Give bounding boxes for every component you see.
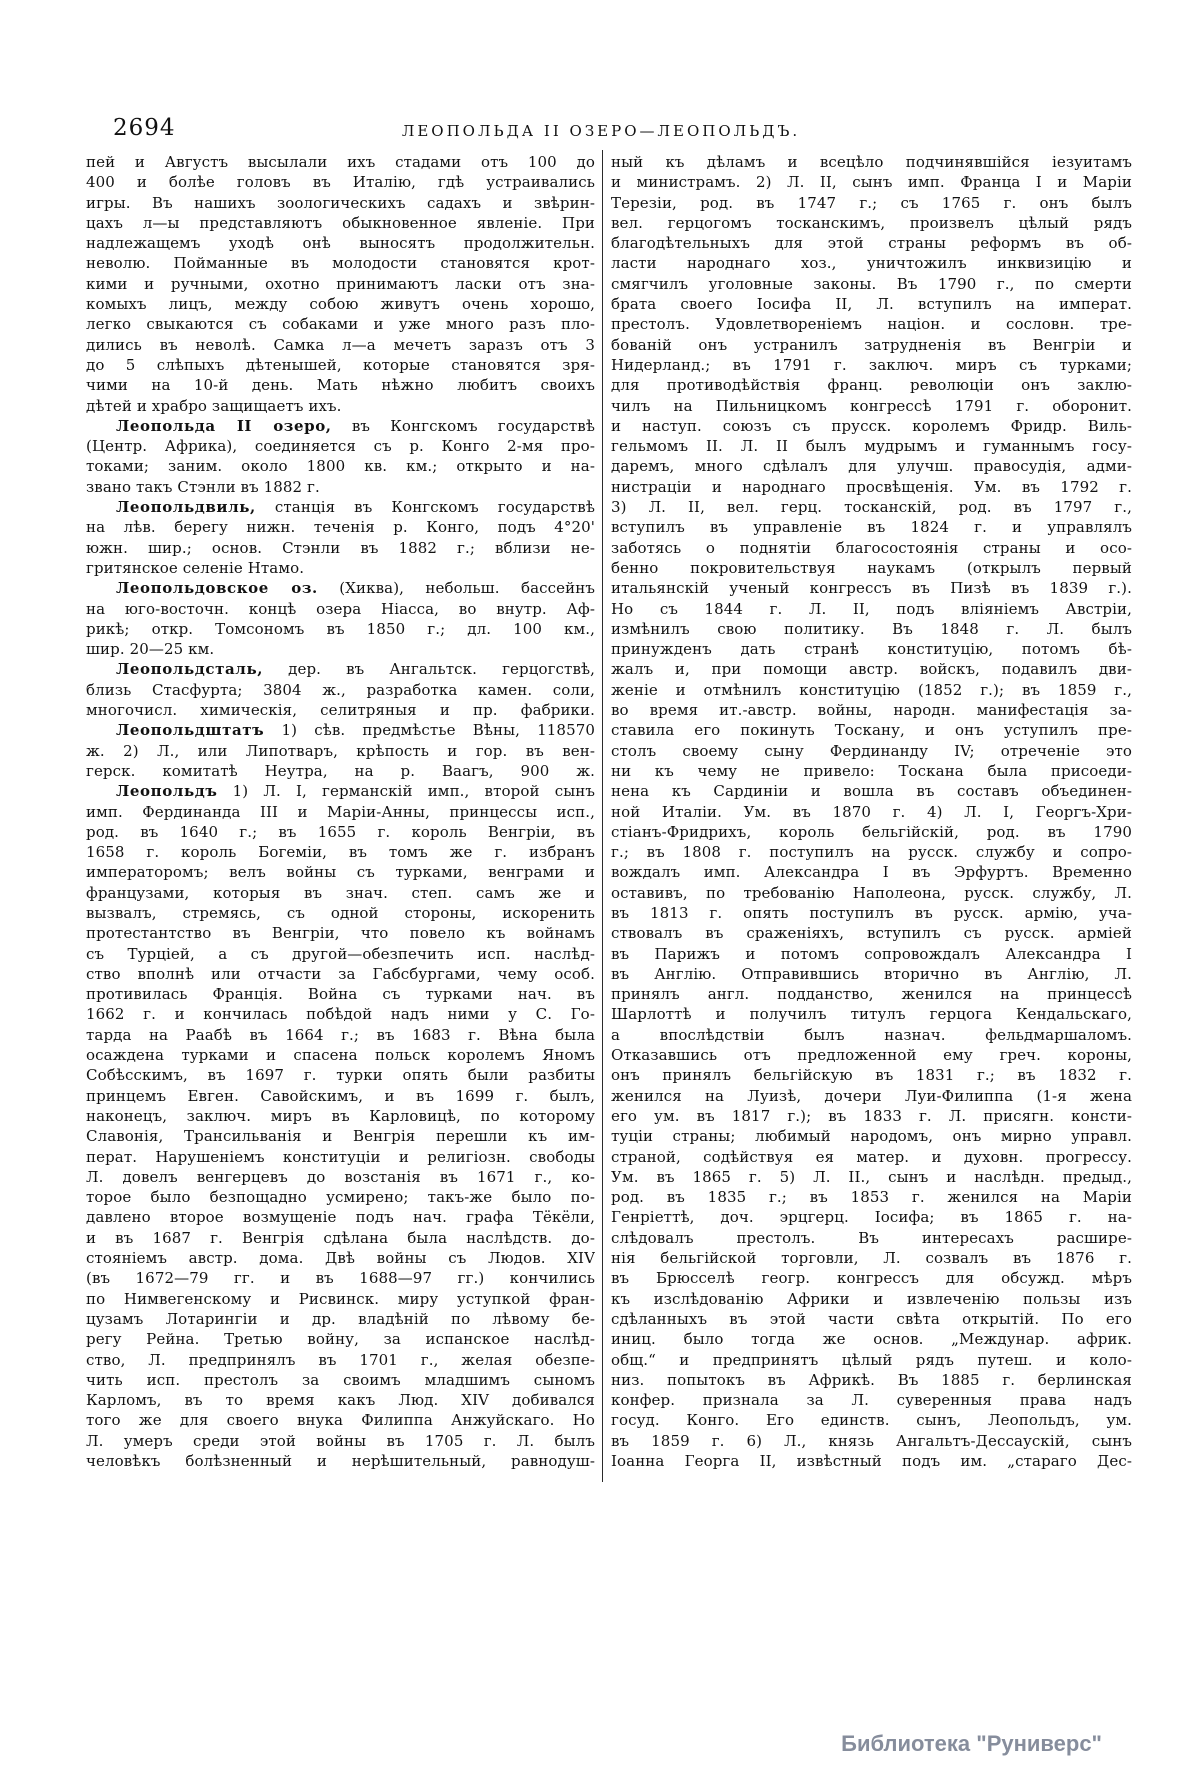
text-line: Леопольдштатъ 1) сѣв. предмѣстье Вѣны, 118570 xyxy=(116,721,595,740)
text-line: Л. довелъ венгерцевъ до возстанія въ 1671 г., ко- xyxy=(86,1167,595,1186)
text-line: игры. Въ нашихъ зоологическихъ садахъ и звѣрин- xyxy=(86,193,595,212)
text-line: кими и ручными, охотно принимаютъ ласки отъ зна- xyxy=(86,274,595,293)
text-line: Леопольдвиль, станція въ Конгскомъ государствѣ xyxy=(116,498,595,517)
text-line: Славонія, Трансильванія и Венгрія перешли къ им- xyxy=(86,1127,595,1146)
text-line: пей и Августъ высылали ихъ стадами отъ 100 до xyxy=(86,153,595,171)
entry-headword: Леопольда II озеро, xyxy=(116,416,332,435)
text-column-left xyxy=(86,152,595,1471)
column-divider-rule xyxy=(602,150,603,1482)
text-line: итальянскій ученый конгрессъ въ Пизѣ въ 1839 г.). xyxy=(611,579,1132,598)
text-line: наконецъ, заключ. миръ въ Карловицѣ, по которому xyxy=(86,1106,595,1125)
text-line: французами, которыя въ знач. степ. самъ же и xyxy=(86,883,595,902)
entry-headword: Леопольдовское оз. xyxy=(116,579,318,598)
page-number: 2694 xyxy=(113,115,176,141)
text-line: человѣкъ болѣзненный и нерѣшительный, равнодуш- xyxy=(86,1452,595,1470)
text-line: Нидерланд.; въ 1791 г. заключ. миръ съ турками; xyxy=(611,355,1132,374)
text-line: брата своего Іосифа II, Л. вступилъ на императ. xyxy=(611,295,1132,314)
text-column-right xyxy=(611,152,1132,1471)
text-line: рикѣ; откр. Томсономъ въ 1850 г.; дл. 100 км., xyxy=(86,619,595,638)
library-watermark: Библиотека "Руниверс" xyxy=(841,1731,1102,1756)
text-line: и министрамъ. 2) Л. II, сынъ имп. Франца I и Маріи xyxy=(611,173,1132,192)
text-line: онъ принялъ бельгійскую въ 1831 г.; въ 1832 г. xyxy=(611,1066,1132,1085)
text-line: г.; въ 1808 г. поступилъ на русск. службу и сопро- xyxy=(611,843,1132,862)
text-line: Терезіи, род. въ 1747 г.; съ 1765 г. онъ былъ xyxy=(611,193,1132,212)
text-line: стояніемъ австр. дома. Двѣ войны съ Людов. XIV xyxy=(86,1249,595,1268)
text-line: по Нимвегенскому и Рисвинск. миру уступкой фран- xyxy=(86,1289,595,1308)
text-line: противилась Франція. Война съ турками нач. въ xyxy=(86,985,595,1004)
text-line: нена къ Сардиніи и вошла въ составъ объединен- xyxy=(611,782,1132,801)
text-line: нія бельгійской торговли, Л. созвалъ въ 1876 г. xyxy=(611,1249,1132,1268)
text-line: дились въ неволѣ. Самка л—а мечетъ заразъ отъ 3 xyxy=(86,335,595,354)
text-line: чить исп. престолъ за своимъ младшимъ сыномъ xyxy=(86,1370,595,1389)
text-line: столъ своему сыну Фердинанду IV; отреченіе это xyxy=(611,741,1132,760)
text-line: вызвалъ, стремясь, съ одной стороны, искоренить xyxy=(86,903,595,922)
text-line: заботясь о поднятіи благосостоянія страны и осо- xyxy=(611,538,1132,557)
text-line: съ Турціей, а съ другой—обезпечить исп. наслѣд- xyxy=(86,944,595,963)
text-line: даремъ, много сдѣлалъ для улучш. правосудія, адми- xyxy=(611,457,1132,476)
text-line: Отказавшись отъ предложенной ему греч. короны, xyxy=(611,1046,1132,1065)
text-line: до 5 слѣпыхъ дѣтенышей, которые становятся зря- xyxy=(86,355,595,374)
entry-headword: Леопольдсталь, xyxy=(116,660,264,679)
text-line: смягчилъ уголовные законы. Въ 1790 г., по смерти xyxy=(611,274,1132,293)
text-line: ствовалъ въ сраженіяхъ, вступилъ съ русск. арміей xyxy=(611,924,1132,943)
text-line: Леопольда II озеро, въ Конгскомъ государствѣ xyxy=(116,416,595,435)
text-line: Карломъ, въ то время какъ Люд. XIV добивался xyxy=(86,1391,595,1410)
text-line: комыхъ лицъ, между собою живутъ очень хорошо, xyxy=(86,295,595,314)
text-line: тарда на Раабѣ въ 1664 г.; въ 1683 г. Вѣна была xyxy=(86,1025,595,1044)
text-line: герск. комитатѣ Неутра, на р. Ваагъ, 900 ж. xyxy=(86,761,595,780)
text-line: чими на 10-й день. Мать нѣжно любитъ своихъ xyxy=(86,376,595,395)
text-line: того же для своего внука Филиппа Анжуйскаго. Но xyxy=(86,1411,595,1430)
text-line: Ум. въ 1865 г. 5) Л. II., сынъ и наслѣдн. предыд., xyxy=(611,1167,1132,1186)
text-line: принцемъ Евген. Савойскимъ, и въ 1699 г. былъ, xyxy=(86,1086,595,1105)
text-line: токами; заним. около 1800 кв. км.; открыто и на- xyxy=(86,457,595,476)
text-line: туціи страны; любимый народомъ, онъ мирно управл. xyxy=(611,1127,1132,1146)
text-line: 400 и болѣе головъ въ Италію, гдѣ устраивались xyxy=(86,173,595,192)
text-line: ставила его покинуть Тоскану, и онъ уступилъ пре- xyxy=(611,721,1132,740)
text-line: ж. 2) Л., или Липотваръ, крѣпость и гор. въ вен- xyxy=(86,741,595,760)
text-line: перат. Нарушеніемъ конституціи и религіозн. свободы xyxy=(86,1147,595,1166)
text-line: конфер. признала за Л. суверенныя права надъ xyxy=(611,1391,1132,1410)
text-line: его ум. въ 1817 г.); въ 1833 г. Л. присягн. консти- xyxy=(611,1106,1132,1125)
text-line: (въ 1672—79 гг. и въ 1688—97 гг.) кончились xyxy=(86,1269,595,1288)
text-line: неволю. Пойманные въ молодости становятся крот- xyxy=(86,254,595,273)
text-line: стіанъ-Фридрихъ, король бельгійскій, род. въ 1790 xyxy=(611,822,1132,841)
text-line: Леопольдъ 1) Л. I, германскій имп., второй сынъ xyxy=(116,782,595,801)
entry-headword: Леопольдвиль, xyxy=(116,498,256,517)
text-line: во время ит.-австр. войны, народн. манифестація за- xyxy=(611,701,1132,720)
text-line: въ 1859 г. 6) Л., князь Ангальтъ-Дессаускій, сынъ xyxy=(611,1431,1132,1450)
text-line: многочисл. химическія, селитряныя и пр. фабрики. xyxy=(86,701,595,720)
text-line: принялъ англ. подданство, женился на принцессѣ xyxy=(611,985,1132,1004)
text-line: звано такъ Стэнли въ 1882 г. xyxy=(86,477,320,496)
text-line: ство, Л. предпринялъ въ 1701 г., желая обезпе- xyxy=(86,1350,595,1369)
text-line: шир. 20—25 км. xyxy=(86,640,215,659)
text-line: оставивъ, по требованію Наполеона, русск. службу, Л. xyxy=(611,883,1132,902)
text-line: для противодѣйствія франц. революціи онъ заклю- xyxy=(611,376,1132,395)
text-line: бенно покровительствуя наукамъ (открылъ первый xyxy=(611,558,1132,577)
text-line: торое было безпощадно усмирено; такъ-же было по- xyxy=(86,1188,595,1207)
text-line: дѣтей и храбро защищаетъ ихъ. xyxy=(86,396,342,415)
text-line: Генріеттѣ, доч. эрцгерц. Іосифа; въ 1865 г. на- xyxy=(611,1208,1132,1227)
text-line: ни къ чему не привело: Тоскана была присоеди- xyxy=(611,761,1132,780)
text-line: ный къ дѣламъ и всецѣло подчинявшійся іезуитамъ xyxy=(611,153,1132,171)
text-line: и въ 1687 г. Венгрія сдѣлана была наслѣдств. до- xyxy=(86,1228,595,1247)
text-line: протестантство въ Венгріи, что повело къ войнамъ xyxy=(86,924,595,943)
text-line: регу Рейна. Третью войну, за испанское наслѣд- xyxy=(86,1330,595,1349)
text-line: цузамъ Лотарингіи и др. владѣній по лѣвому бе- xyxy=(86,1309,595,1328)
text-line: Шарлоттѣ и получилъ титулъ герцога Кендальскаго, xyxy=(611,1005,1132,1024)
text-line: 1662 г. и кончилась побѣдой надъ ними у С. Го- xyxy=(86,1005,595,1024)
text-line: вел. герцогомъ тосканскимъ, произвелъ цѣлый рядъ xyxy=(611,213,1132,232)
text-line: гельмомъ II. Л. II былъ мудрымъ и гуманнымъ госу- xyxy=(611,437,1132,456)
text-line: близь Стасфурта; 3804 ж., разработка камен. соли, xyxy=(86,680,595,699)
entry-headword: Леопольдъ xyxy=(116,782,218,801)
text-line: южн. шир.; основ. Стэнли въ 1882 г.; вблизи не- xyxy=(86,538,595,557)
text-line: страной, содѣйствуя ея матер. и духовн. прогрессу. xyxy=(611,1147,1132,1166)
text-line: 1658 г. король Богеміи, въ томъ же г. избранъ xyxy=(86,843,595,862)
text-line: слѣдовалъ престолъ. Въ интересахъ расшире- xyxy=(611,1228,1132,1247)
text-line: осаждена турками и спасена польск королемъ Яномъ xyxy=(86,1046,595,1065)
text-line: въ Брюсселѣ геогр. конгрессъ для обсужд. мѣръ xyxy=(611,1269,1132,1288)
text-line: престолъ. Удовлетвореніемъ націон. и сословн. тре- xyxy=(611,315,1132,334)
text-line: женіе и отмѣнилъ конституцію (1852 г.); въ 1859 г., xyxy=(611,680,1132,699)
text-line: въ Парижъ и потомъ сопровождалъ Александра I xyxy=(611,944,1132,963)
text-line: Іоанна Георга II, извѣстный подъ им. „стараго Дес- xyxy=(611,1452,1132,1470)
text-line: принужденъ дать странѣ конституцію, потомъ бѣ- xyxy=(611,640,1132,659)
text-line: ласти народнаго хоз., уничтожилъ инквизицію и xyxy=(611,254,1132,273)
text-line: род. въ 1640 г.; въ 1655 г. король Венгріи, въ xyxy=(86,822,595,841)
text-line: Леопольдсталь, дер. въ Ангальтск. герцогствѣ, xyxy=(116,660,595,679)
text-line: и наступ. союзъ съ прусск. королемъ Фридр. Виль- xyxy=(611,416,1132,435)
running-title: ЛЕОПОЛЬДА II ОЗЕРО—ЛЕОПОЛЬДЪ. xyxy=(401,122,801,140)
entry-headword: Леопольдштатъ xyxy=(116,721,265,740)
text-line: Л. умеръ среди этой войны въ 1705 г. Л. былъ xyxy=(86,1431,595,1450)
text-line: въ 1813 г. опять поступилъ въ русск. армію, уча- xyxy=(611,903,1132,922)
text-line: (Центр. Африка), соединяется съ р. Конго 2-мя про- xyxy=(86,437,595,456)
text-line: сдѣланныхъ въ этой части свѣта открытій. По его xyxy=(611,1309,1132,1328)
text-line: Но съ 1844 г. Л. II, подъ вліяніемъ Австріи, xyxy=(611,599,1132,618)
text-line: вождалъ имп. Александра I въ Эрфуртъ. Временно xyxy=(611,863,1132,882)
text-line: жалъ и, при помощи австр. войскъ, подавилъ дви- xyxy=(611,660,1132,679)
text-line: чилъ на Пильницкомъ конгрессѣ 1791 г. оборонит. xyxy=(611,396,1132,415)
text-line: низ. попытокъ въ Африкѣ. Въ 1885 г. берлинская xyxy=(611,1370,1132,1389)
text-line: имп. Фердинанда III и Маріи-Анны, принцессы исп., xyxy=(86,802,595,821)
text-line: императоромъ; велъ войны съ турками, венграми и xyxy=(86,863,595,882)
text-line: Собѣсскимъ, въ 1697 г. турки опять были разбиты xyxy=(86,1066,595,1085)
text-line: а впослѣдствіи былъ назнач. фельдмаршаломъ. xyxy=(611,1025,1132,1044)
text-line: благодѣтельныхъ для этой страны реформъ въ об- xyxy=(611,234,1132,253)
text-line: надлежащемъ уходѣ онѣ выносятъ продолжительн. xyxy=(86,234,595,253)
text-line: вступилъ въ управленіе въ 1824 г. и управлялъ xyxy=(611,518,1132,537)
text-line: нистраціи и народнаго просвѣщенія. Ум. въ 1792 г. xyxy=(611,477,1132,496)
text-line: Леопольдовское оз. (Хиква), небольш. бассейнъ xyxy=(116,579,595,598)
text-line: давлено второе возмущеніе подъ нач. графа Тёкёли, xyxy=(86,1208,595,1227)
text-line: ство вполнѣ или отчасти за Габсбургами, чему особ. xyxy=(86,964,595,983)
text-line: ной Италіи. Ум. въ 1870 г. 4) Л. I, Георгъ-Хри- xyxy=(611,802,1132,821)
text-line: 3) Л. II, вел. герц. тосканскій, род. въ 1797 г., xyxy=(611,498,1132,517)
text-line: къ изслѣдованію Африки и извлеченію пользы изъ xyxy=(611,1289,1132,1308)
text-line: госуд. Конго. Его единств. сынъ, Леопольдъ, ум. xyxy=(611,1411,1132,1430)
text-line: женился на Луизѣ, дочери Луи-Филиппа (1-я жена xyxy=(611,1086,1132,1105)
text-line: легко свыкаются съ собаками и уже много разъ пло- xyxy=(86,315,595,334)
text-line: гритянское селеніе Нтамо. xyxy=(86,558,305,577)
text-line: род. въ 1835 г.; въ 1853 г. женился на Маріи xyxy=(611,1188,1132,1207)
text-line: на юго-восточн. концѣ озера Ніасса, во внутр. Аф- xyxy=(86,599,595,618)
text-line: измѣнилъ свою политику. Въ 1848 г. Л. былъ xyxy=(611,619,1132,638)
text-line: въ Англію. Отправившись вторично въ Англію, Л. xyxy=(611,964,1132,983)
text-line: на лѣв. берегу нижн. теченія р. Конго, подъ 4°20' xyxy=(86,518,595,537)
text-line: бованій онъ устранилъ затрудненія въ Венгріи и xyxy=(611,335,1132,354)
text-line: иниц. было тогда же основ. „Междунар. африк. xyxy=(611,1330,1132,1349)
text-line: общ.“ и предпринятъ цѣлый рядъ путеш. и коло- xyxy=(611,1350,1132,1369)
text-line: цахъ л—ы представляютъ обыкновенное явленіе. При xyxy=(86,213,595,232)
